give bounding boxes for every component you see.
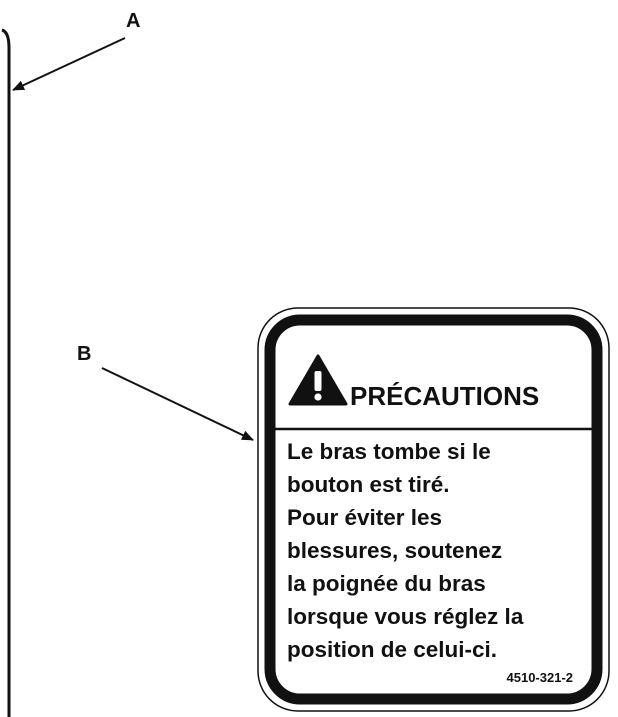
callout-a-label: A [126,10,141,32]
label-line-2: bouton est tiré. [287,472,450,497]
label-line-7: position de celui-ci. [287,637,498,662]
callout-b-leader [102,368,253,440]
callout-b-label: B [77,343,92,365]
equipment-edge [2,30,9,717]
label-heading: PRÉCAUTIONS [350,381,540,411]
label-line-6: lorsque vous réglez la [287,604,524,629]
label-line-3: Pour éviter les [287,505,443,530]
label-line-5: la poignée du bras [287,571,486,596]
label-line-4: blessures, soutenez [287,538,503,563]
label-line-1: Le bras tombe si le [287,439,491,464]
warning-label [258,308,609,711]
part-number: 4510-321-2 [506,670,573,685]
callout-a-leader [13,38,125,90]
